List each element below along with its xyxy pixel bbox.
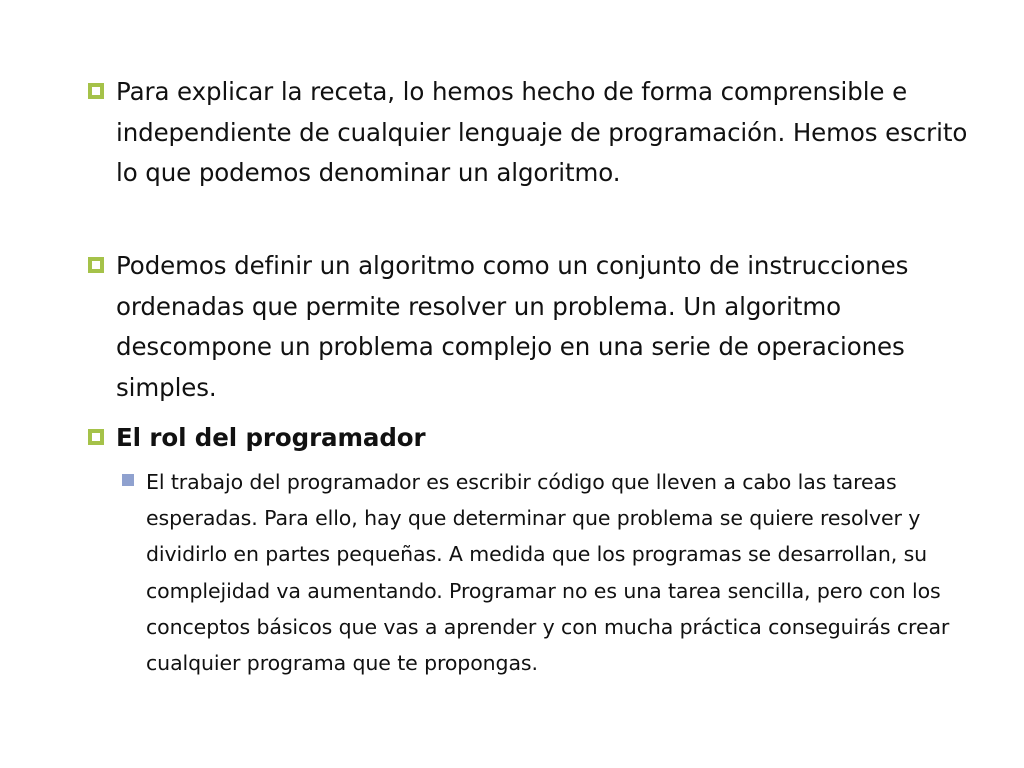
sub-bullet-text: El trabajo del programador es escribir código que lleven a cabo las tareas esperadas. Para ello, hay que determinar que problema se quiere resolver y dividirlo en partes pequeñas. A medida que los programas se desarrollan, su complejidad va aumentando. Programar no es una tarea sencilla, pero con los conceptos básicos que vas a aprender y con mucha práctica conseguirás crear cualquier programa que te propongas. xyxy=(146,470,950,676)
bullet-programmer-role xyxy=(88,418,978,459)
bullet-algorithm-recipe xyxy=(88,72,978,194)
sub-bullet-programmer-work xyxy=(120,464,980,681)
filled-square-bullet-icon xyxy=(122,474,134,486)
bullet-text: Para explicar la receta, lo hemos hecho de forma comprensible e independiente de cualquier lenguaje de programación. Hemos escrito lo que podemos denominar un algoritmo. xyxy=(116,77,968,187)
square-bullet-icon xyxy=(88,429,104,445)
bullet-heading: El rol del programador xyxy=(116,423,426,452)
bullet-text: Podemos definir un algoritmo como un conjunto de instrucciones ordenadas que permite resolver un problema. Un algoritmo descompone un problema complejo en una serie de operaciones simples. xyxy=(116,251,909,402)
bullet-algorithm-definition xyxy=(88,246,978,408)
square-bullet-icon xyxy=(88,257,104,273)
square-bullet-icon xyxy=(88,83,104,99)
